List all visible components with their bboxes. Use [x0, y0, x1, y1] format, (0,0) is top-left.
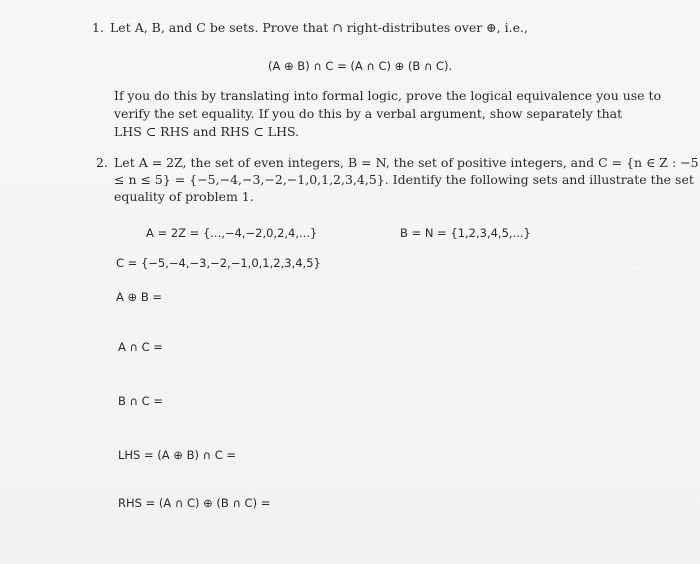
problem-1-paragraph-line-2: verify the set equality. If you do this by a verbal argument, show separately that [114, 106, 623, 121]
set-A-definition: A = 2Z = {...,−4,−2,0,2,4,...} [146, 226, 318, 240]
problem-1-number: 1. [92, 20, 104, 35]
problem-1-equation: (A ⊕ B) ∩ C = (A ∩ C) ⊕ (B ∩ C). [268, 59, 453, 73]
problem-2-line-2: ≤ n ≤ 5} = {−5,−4,−3,−2,−1,0,1,2,3,4,5}. Identify the following sets and illustrate the set [114, 172, 694, 187]
rhs-prompt: RHS = (A ∩ C) ⊕ (B ∩ C) = [118, 496, 271, 510]
b-and-c-prompt: B ∩ C = [118, 394, 163, 408]
problem-2-line-3: equality of problem 1. [114, 189, 254, 204]
problem-2-number: 2. [96, 155, 108, 170]
set-C-definition: C = {−5,−4,−3,−2,−1,0,1,2,3,4,5} [116, 256, 321, 270]
a-and-c-prompt: A ∩ C = [118, 340, 163, 354]
problem-1-paragraph-line-1: If you do this by translating into formal logic, prove the logical equivalence you use to [114, 88, 662, 103]
problem-1-paragraph-line-3: LHS ⊂ RHS and RHS ⊂ LHS. [114, 124, 300, 139]
set-B-definition: B = N = {1,2,3,4,5,...} [400, 226, 531, 240]
lhs-prompt: LHS = (A ⊕ B) ∩ C = [118, 448, 237, 462]
problem-1-statement: Let A, B, and C be sets. Prove that ∩ right-distributes over ⊕, i.e., [110, 20, 528, 35]
problem-2-line-1: Let A = 2Z, the set of even integers, B = N, the set of positive integers, and C = {n ∈ Z : −5 [114, 155, 699, 170]
a-xor-b-prompt: A ⊕ B = [116, 290, 162, 304]
